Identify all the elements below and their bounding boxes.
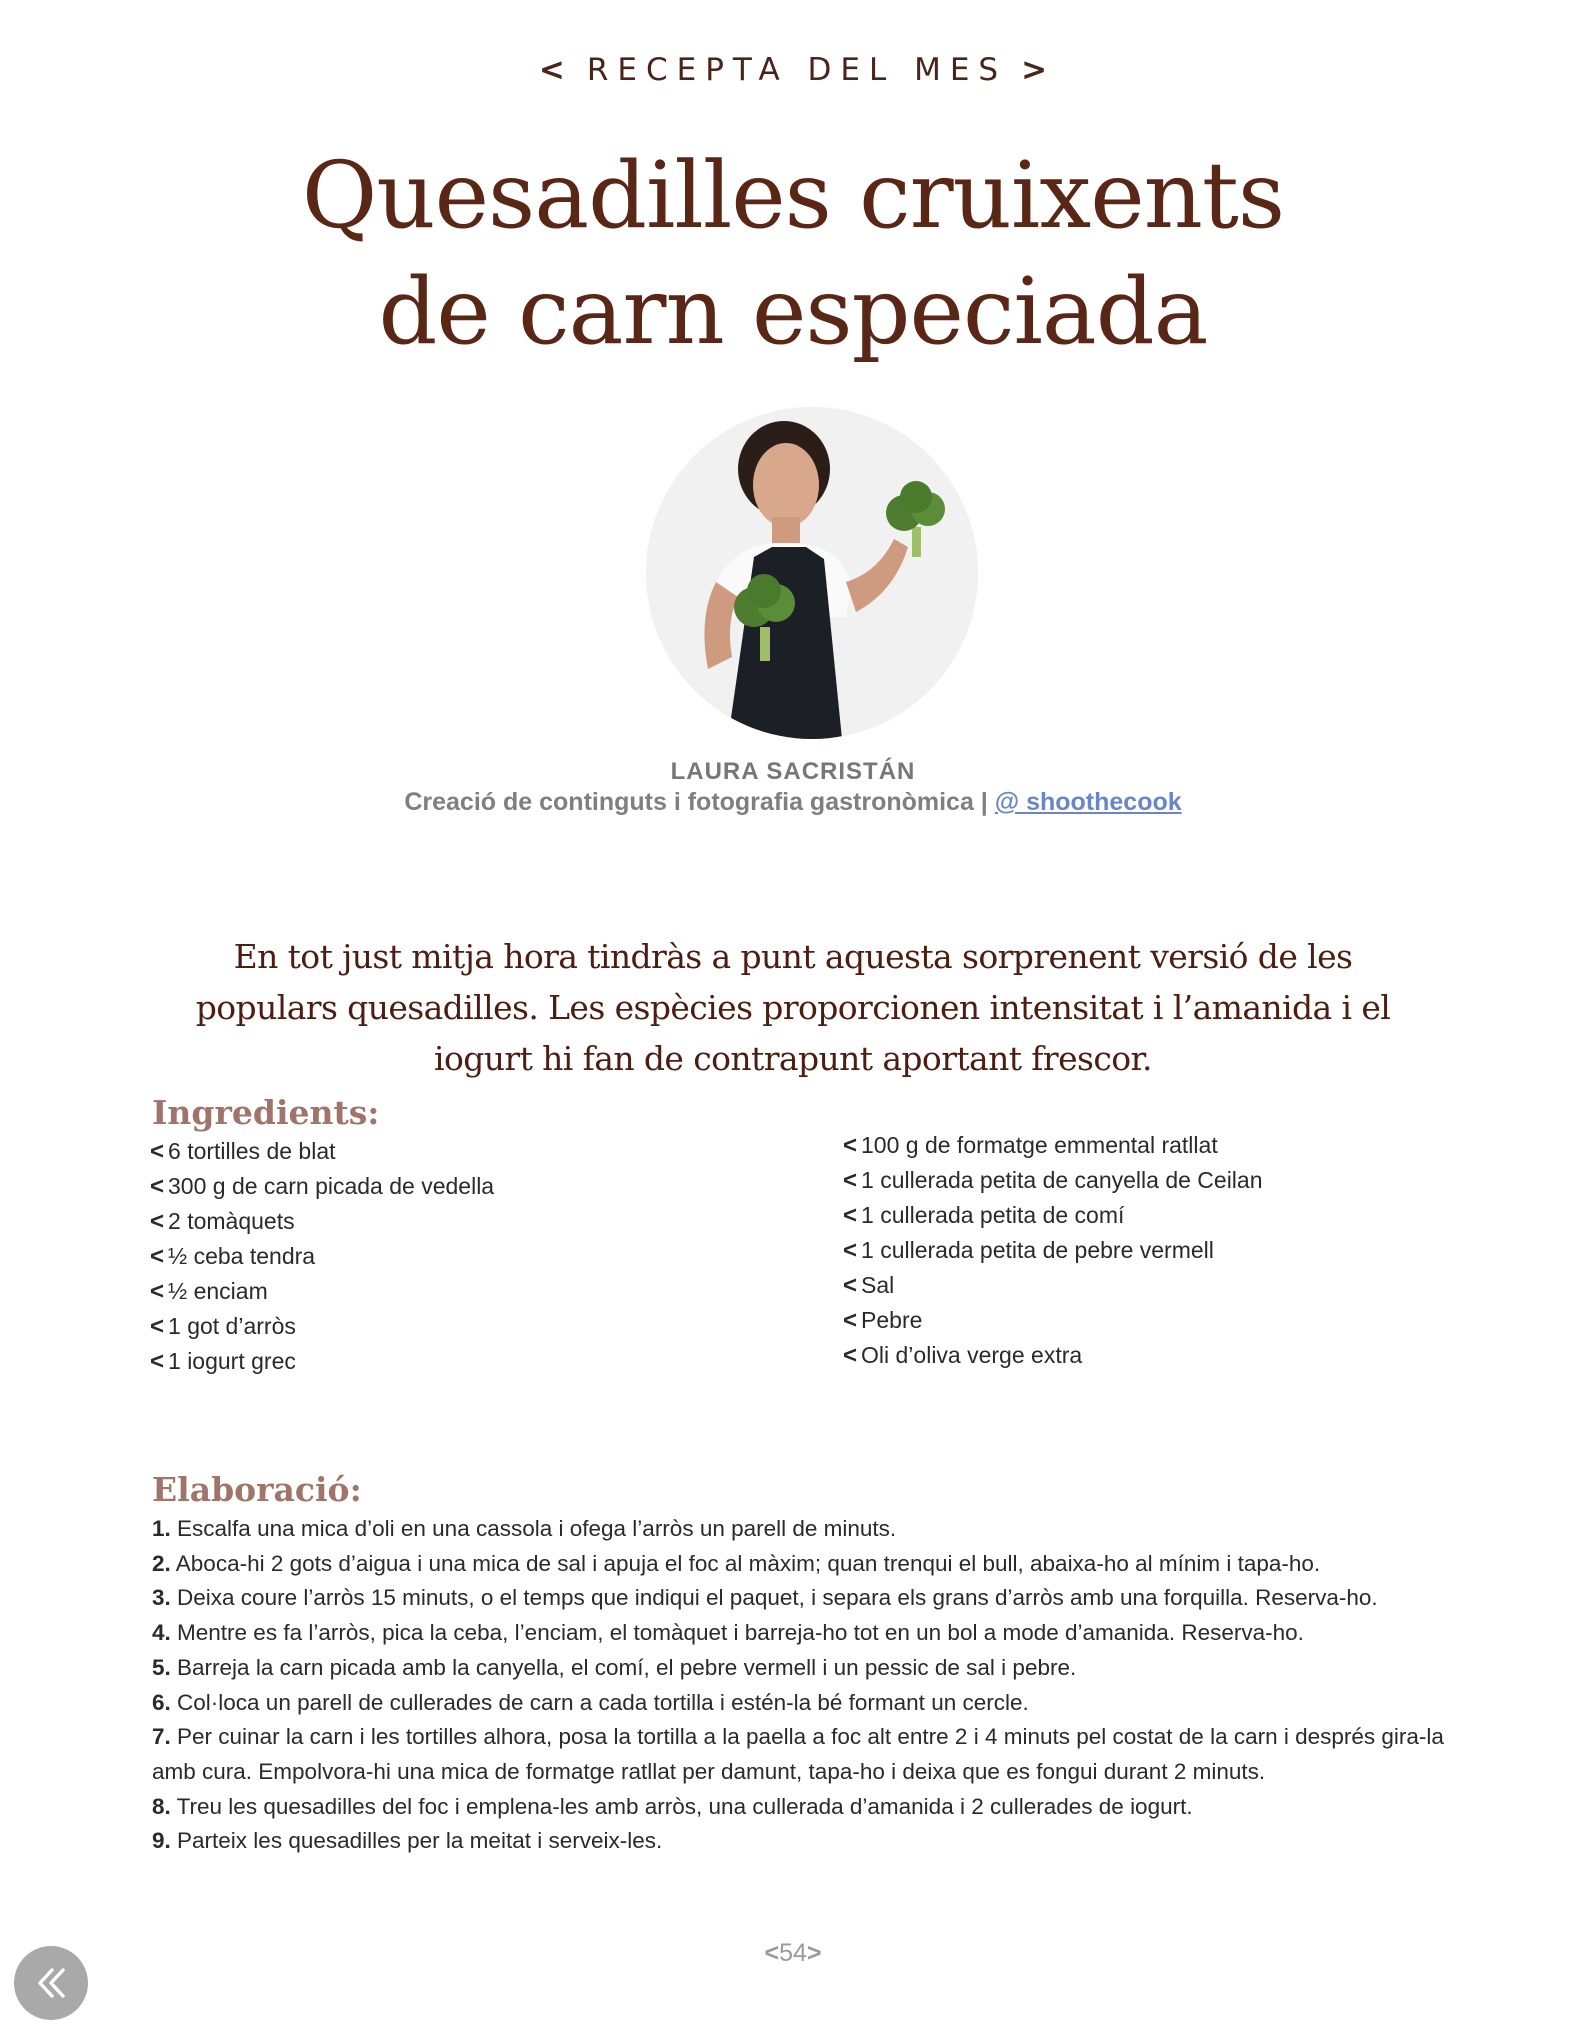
ingredient-item: < ½ enciam [150,1278,268,1305]
ingredient-item: < 1 cullerada petita de canyella de Ceilan [843,1167,1263,1194]
chevron-marker-icon: < [150,1243,165,1270]
step-item: 1. Escalfa una mica d’oli en una cassola i ofega l’arròs un parell de minuts. [152,1516,897,1541]
chevron-marker-icon: < [150,1348,165,1375]
step-item: 5. Barreja la carn picada amb la canyella, el comí, el pebre vermell i un pessic de sal i pebre. [152,1654,1077,1680]
ingredient-item: < 2 tomàquets [150,1208,295,1235]
recipe-title-line-2: de carn especiada [378,258,1208,365]
chevron-marker-icon: < [843,1237,858,1264]
ingredients-list-left [150,1134,494,1379]
ingredient-item: < 1 iogurt grec [150,1348,296,1375]
ingredient-item: < Pebre [843,1307,923,1334]
step-item: 3. Deixa coure l’arròs 15 minuts, o el temps que indiqui el paquet, i separa els grans d’arròs amb una forquilla. Reserva-ho. [152,1585,1378,1611]
chevron-marker-icon: < [150,1173,165,1200]
step-item: 2. Aboca-hi 2 gots d’aigua i una mica de sal i apuja el foc al màxim; quan trenqui el bull, abaixa-ho al mínim i tapa-ho. [152,1550,1321,1576]
chevron-marker-icon: < [150,1278,165,1305]
chevron-marker-icon: < [843,1202,858,1229]
page-right-chevron-icon: > [806,1939,822,1967]
author-handle-link[interactable]: @ shoothecook [994,788,1182,816]
step-item: 7. Per cuinar la carn i les tortilles alhora, posa la tortilla a la paella a foc alt entre 2 i 4 minuts pel costat de la carn i després gira-la amb cura. Empolvora-hi una mica de formatge ratllat per damunt, tapa-ho i deixa que es fongui durant 2 minuts. [152,1724,1444,1784]
ingredients-list-right [843,1128,1263,1373]
ingredient-item: < 1 cullerada petita de comí [843,1202,1125,1229]
ingredient-item: < 300 g de carn picada de vedella [150,1173,495,1200]
kicker-label: RECEPTA DEL MES [586,52,1008,88]
kicker-right-chevron-icon: > [1021,52,1048,88]
elaboration-steps [152,1512,1482,1859]
chevron-marker-icon: < [843,1342,858,1369]
double-chevron-left-icon [32,1964,70,2002]
section-kicker [0,52,1586,88]
recipe-title-line-1: Quesadilles cruixents [301,142,1285,249]
chevron-marker-icon: < [150,1208,165,1235]
kicker-left-chevron-icon: < [538,52,565,88]
ingredient-item: < 100 g de formatge emmental ratllat [843,1132,1218,1159]
author-credit [0,788,1586,817]
chevron-marker-icon: < [843,1132,858,1159]
ingredients-title: Ingredients: [152,1093,380,1132]
page-left-chevron-icon: < [764,1939,780,1967]
step-item: 8. Treu les quesadilles del foc i emplena-les amb arròs, una cullerada d’amanida i 2 cullerades de iogurt. [152,1793,1193,1819]
author-photo-illustration [646,407,978,739]
ingredient-item: < Oli d’oliva verge extra [843,1342,1083,1369]
step-item: 6. Col·loca un parell de cullerades de carn a cada tortilla i estén-la bé formant un cercle. [152,1689,1029,1715]
ingredient-item: < 6 tortilles de blat [150,1138,336,1165]
author-name: LAURA SACRISTÁN [670,758,916,785]
page-number [0,1939,1586,1968]
chevron-marker-icon: < [150,1313,165,1340]
recipe-intro: En tot just mitja hora tindràs a punt aquesta sorprenent versió de les populars quesadilles. Les espècies proporcionen intensitat i l’amanida i el iogurt hi fan de contrapunt aportant frescor. [195,937,1391,1078]
page-number-value: 54 [779,1939,807,1967]
elaboration-title: Elaboració: [152,1470,362,1509]
chevron-marker-icon: < [843,1167,858,1194]
step-item: 9. Parteix les quesadilles per la meitat i serveix-les. [152,1828,663,1854]
recipe-title [0,138,1586,370]
ingredient-item: < Sal [843,1272,895,1299]
chevron-marker-icon: < [843,1307,858,1334]
ingredient-item: < 1 cullerada petita de pebre vermell [843,1237,1214,1264]
previous-page-button[interactable] [14,1946,88,2020]
author-role-text: Creació de continguts i fotografia gastronòmica | [404,788,988,816]
ingredient-item: < ½ ceba tendra [150,1243,316,1270]
chevron-marker-icon: < [843,1272,858,1299]
chevron-marker-icon: < [150,1138,165,1165]
author-portrait [646,407,978,739]
ingredient-item: < 1 got d’arròs [150,1313,296,1340]
step-item: 4. Mentre es fa l’arròs, pica la ceba, l’enciam, el tomàquet i barreja-ho tot en un bol a mode d’amanida. Reserva-ho. [152,1620,1304,1646]
